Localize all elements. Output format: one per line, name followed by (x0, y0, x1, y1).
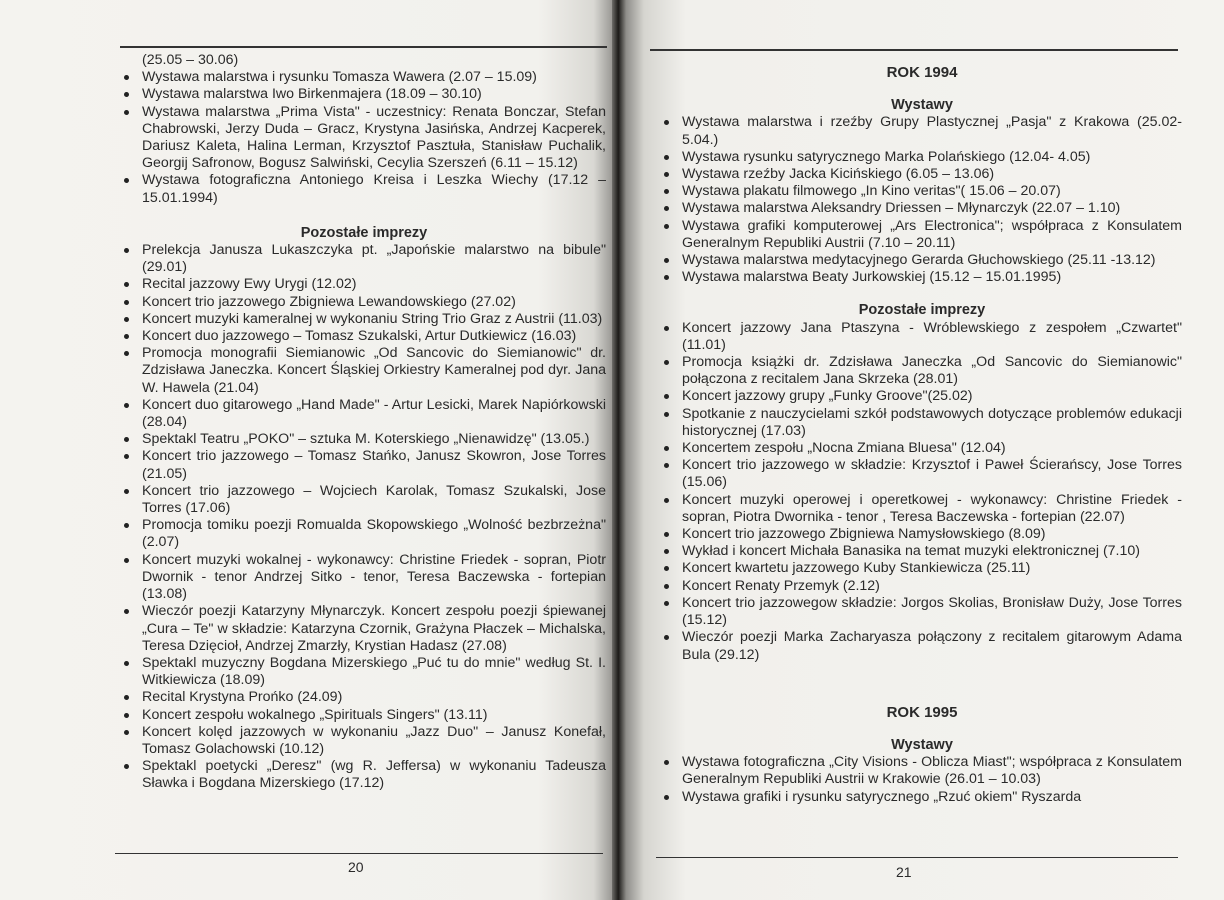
bottom-rule (115, 853, 603, 854)
list-item: Recital Krystyna Prońko (24.09) (122, 689, 606, 706)
list-item: Spotkanie z nauczycielami szkół podstawowych dotyczące problemów edukacji historycznej (17.03) (662, 406, 1182, 440)
events-list (662, 320, 1182, 664)
top-rule (120, 46, 607, 48)
list-item: Wykład i koncert Michała Banasika na temat muzyki elektronicznej (7.10) (662, 543, 1182, 560)
list-item: Koncert trio jazzowego Zbigniewa Namysłowskiego (8.09) (662, 526, 1182, 543)
list-item: Koncert kolęd jazzowych w wykonaniu „Jazz Duo" – Janusz Konefał, Tomasz Golachowski (10.12) (122, 724, 606, 758)
list-item: Koncert muzyki kameralnej w wykonaniu String Trio Graz z Austrii (11.03) (122, 311, 606, 328)
section-heading: Pozostałe imprezy (300, 224, 428, 241)
list-item: Wystawa malarstwa i rzeźby Grupy Plastycznej „Pasja" z Krakowa (25.02-5.04.) (662, 114, 1182, 148)
list-item: Koncert trio jazzowego – Tomasz Stańko, Janusz Skowron, Jose Torres (21.05) (122, 448, 606, 482)
top-rule (650, 49, 1178, 51)
right-page-content (662, 64, 1182, 806)
list-item: Koncert trio jazzowegow składzie: Jorgos Skolias, Bronisław Duży, Jose Torres (15.12) (662, 595, 1182, 629)
page-number: 21 (896, 864, 912, 880)
list-item: Koncert trio jazzowego Zbigniewa Lewandowskiego (27.02) (122, 294, 606, 311)
exhibitions-list (122, 69, 606, 207)
list-item: Wystawa malarstwa Aleksandry Driessen – Młynarczyk (22.07 – 1.10) (662, 200, 1182, 217)
list-item: Koncert muzyki operowej i operetkowej - wykonawcy: Christine Friedek - sopran, Piotra Dwornika - tenor , Teresa Baczewska - fortepian (22.07) (662, 492, 1182, 526)
book-gutter (612, 0, 626, 900)
list-item: Wystawa malarstwa medytacyjnego Gerarda Głuchowskiego (25.11 -13.12) (662, 252, 1182, 269)
bottom-rule (656, 857, 1178, 858)
section-heading: Pozostałe imprezy (858, 302, 986, 319)
list-item: Koncert duo gitarowego „Hand Made" - Artur Lesicki, Marek Napiórkowski (28.04) (122, 397, 606, 431)
events-list (122, 242, 606, 793)
list-item: Wieczór poezji Marka Zacharyasza połączony z recitalem gitarowym Adama Bula (29.12) (662, 629, 1182, 663)
list-item: Wystawa plakatu filmowego „In Kino veritas"( 15.06 – 20.07) (662, 183, 1182, 200)
list-item: Wystawa grafiki i rysunku satyrycznego „Rzuć okiem" Ryszarda (662, 789, 1182, 806)
list-item: Koncertem zespołu „Nocna Zmiana Bluesa" (12.04) (662, 440, 1182, 457)
list-item: Koncert zespołu wokalnego „Spirituals Singers" (13.11) (122, 707, 606, 724)
list-item: Wystawa malarstwa i rysunku Tomasza Wawera (2.07 – 15.09) (122, 69, 606, 86)
list-item: Wystawa grafiki komputerowej „Ars Electronica"; współpraca z Konsulatem Generalnym Republiki Austrii (7.10 – 20.11) (662, 218, 1182, 252)
list-item: Spektakl poetycki „Deresz" (wg R. Jeffersa) w wykonaniu Tadeusza Sławka i Bogdana Mizerskiego (17.12) (122, 758, 606, 792)
section-heading: Wystawy (891, 736, 953, 753)
list-item: Koncert Renaty Przemyk (2.12) (662, 578, 1182, 595)
list-item: Wieczór poezji Katarzyny Młynarczyk. Koncert zespołu poezji śpiewanej „Cura – Te" w składzie: Katarzyna Czornik, Grażyna Płaczek – Michalska, Teresa Dzięcioł, Andrzej Zmarzły, Krystian Hadasz (27.08) (122, 603, 606, 655)
exhibitions-list (662, 114, 1182, 286)
section-heading: Wystawy (891, 97, 953, 114)
exhibitions-list (662, 754, 1182, 806)
list-item: Koncert duo jazzowego – Tomasz Szukalski, Artur Dutkiewicz (16.03) (122, 328, 606, 345)
list-item: Koncert muzyki wokalnej - wykonawcy: Christine Friedek - sopran, Piotr Dwornik - tenor Andrzej Sitko - tenor, Teresa Baczewska - fortepian (13.08) (122, 552, 606, 604)
list-item: Promocja książki dr. Zdzisława Janeczka „Od Sancovic do Siemianowic" połączona z recitalem Jana Skrzeka (28.01) (662, 354, 1182, 388)
continued-line: (25.05 – 30.06) (142, 52, 239, 68)
list-item: Recital jazzowy Ewy Urygi (12.02) (122, 276, 606, 293)
right-page (626, 0, 1224, 900)
list-item: Wystawa malarstwa Beaty Jurkowskiej (15.12 – 15.01.1995) (662, 269, 1182, 286)
list-item: Koncert kwartetu jazzowego Kuby Stankiewicza (25.11) (662, 560, 1182, 577)
list-item: Wystawa malarstwa „Prima Vista" - uczestnicy: Renata Bonczar, Stefan Chabrowski, Jerzy Duda – Gracz, Krystyna Jasińska, Andrzej Kacperek, Dariusz Kaleta, Halina Lerman, Krzysztof Pasztuła, Stanisław Puchalik, Georgij Safronow, Bogusz Salwiński, Cecylia Szerszeń (6.11 – 15.12) (122, 104, 606, 173)
list-item: Spektakl muzyczny Bogdana Mizerskiego „Puć tu do mnie" według St. I. Witkiewicza (18.09) (122, 655, 606, 689)
list-item: Wystawa rysunku satyrycznego Marka Polańskiego (12.04- 4.05) (662, 149, 1182, 166)
list-item: Wystawa rzeźby Jacka Kicińskiego (6.05 – 13.06) (662, 166, 1182, 183)
list-item: Koncert jazzowy Jana Ptaszyna - Wróblewskiego z zespołem „Czwartet" (11.01) (662, 320, 1182, 354)
page-number: 20 (348, 859, 364, 875)
year-heading: ROK 1995 (886, 703, 958, 721)
list-item: Wystawa fotograficzna Antoniego Kreisa i Leszka Wiechy (17.12 – 15.01.1994) (122, 172, 606, 206)
left-page-content (122, 52, 606, 793)
list-item: Koncert trio jazzowego – Wojciech Karolak, Tomasz Szukalski, Jose Torres (17.06) (122, 483, 606, 517)
year-heading: ROK 1994 (886, 64, 958, 81)
list-item: Wystawa malarstwa Iwo Birkenmajera (18.09 – 30.10) (122, 86, 606, 103)
list-item: Koncert trio jazzowego w składzie: Krzysztof i Paweł Ścierańscy, Jose Torres (15.06) (662, 457, 1182, 491)
list-item: Prelekcja Janusza Lukaszczyka pt. „Japońskie malarstwo na bibule" (29.01) (122, 242, 606, 276)
list-item: Spektakl Teatru „POKO" – sztuka M. Koterskiego „Nienawidzę" (13.05.) (122, 431, 606, 448)
list-item: Wystawa fotograficzna „City Visions - Oblicza Miast"; współpraca z Konsulatem Generalnym Republiki Austrii w Krakowie (26.01 – 10.03) (662, 754, 1182, 788)
list-item: Koncert jazzowy grupy „Funky Groove"(25.02) (662, 388, 1182, 405)
list-item: Promocja monografii Siemianowic „Od Sancovic do Siemianowic" dr. Zdzisława Janeczka. Koncert Śląskiej Orkiestry Kameralnej pod dyr. Jana W. Hawela (21.04) (122, 345, 606, 397)
list-item: Promocja tomiku poezji Romualda Skopowskiego „Wolność bezbrzeżna" (2.07) (122, 517, 606, 551)
